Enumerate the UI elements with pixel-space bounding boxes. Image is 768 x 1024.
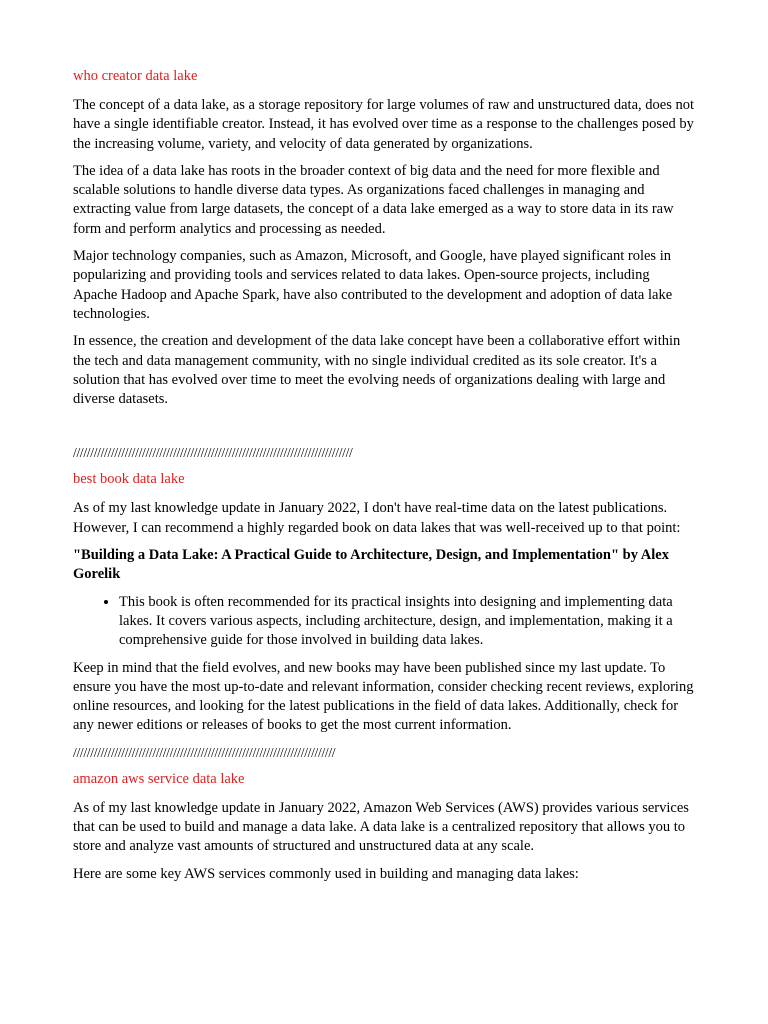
- section-heading-amazon-aws: amazon aws service data lake: [73, 770, 245, 787]
- paragraph: Here are some key AWS services commonly used in building and managing data lakes:: [73, 865, 579, 882]
- blank-space: [73, 417, 695, 444]
- section-heading-who-creator: who creator data lake: [73, 68, 198, 84]
- bullet-list: [73, 593, 695, 651]
- paragraph: The concept of a data lake, as a storage repository for large volumes of raw and unstructured data, does not have a single identifiable creator. Instead, it has evolved over time as a response to the challenges posed by the increasing volume, variety, and velocity of data generated by organizations.: [73, 97, 694, 152]
- paragraph: The idea of a data lake has roots in the broader context of big data and the need for more flexible and scalable solutions to handle diverse data types. As organizations faced challenges in managing and extracting value from large datasets, the concept of a data lake emerged as a way to store data in its raw form and perform analytics and processing as needed.: [73, 162, 674, 237]
- paragraph: In essence, the creation and development of the data lake concept have been a collaborative effort within the tech and data management community, with no single individual credited as its sole creator. It's a solution that has evolved over time to meet the evolving needs of organizations dealing with large and diverse datasets.: [73, 333, 681, 408]
- book-title: "Building a Data Lake: A Practical Guide to Architecture, Design, and Implementation" by Alex Gorelik: [73, 547, 669, 583]
- separator-line: ////////////////////////////////////////////////////////////////////////////: [73, 744, 336, 760]
- paragraph: Keep in mind that the field evolves, and new books may have been published since my last update. To ensure you have the most up-to-date and relevant information, consider checking recent reviews, exploring online resources, and looking for the latest publications in the field of data lakes. Additionally, check for any newer editions or releases of books to get the most current information.: [73, 659, 694, 734]
- paragraph: As of my last knowledge update in January 2022, I don't have real-time data on the latest publications. However, I can recommend a highly regarded book on data lakes that was well-received up to that point:: [73, 500, 681, 536]
- paragraph: As of my last knowledge update in January 2022, Amazon Web Services (AWS) provides various services that can be used to build and manage a data lake. A data lake is a centralized repository that allows you to store and analyze vast amounts of structured and unstructured data at any scale.: [73, 799, 689, 855]
- list-item: • This book is often recommended for its practical insights into designing and implementing data lakes. It covers various aspects, including architecture, design, and implementation, making it a comprehensive guide for those involved in building data lakes.: [119, 593, 695, 651]
- document-page: [73, 67, 695, 892]
- separator-line: /////////////////////////////////////////////////////////////////////////////////: [73, 445, 353, 461]
- paragraph: Major technology companies, such as Amazon, Microsoft, and Google, have played significant roles in popularizing and providing tools and services related to data lakes. Open-source projects, including Apache Hadoop and Apache Spark, have also contributed to the development and adoption of data lake technologies.: [73, 248, 673, 322]
- section-heading-best-book: best book data lake: [73, 471, 185, 488]
